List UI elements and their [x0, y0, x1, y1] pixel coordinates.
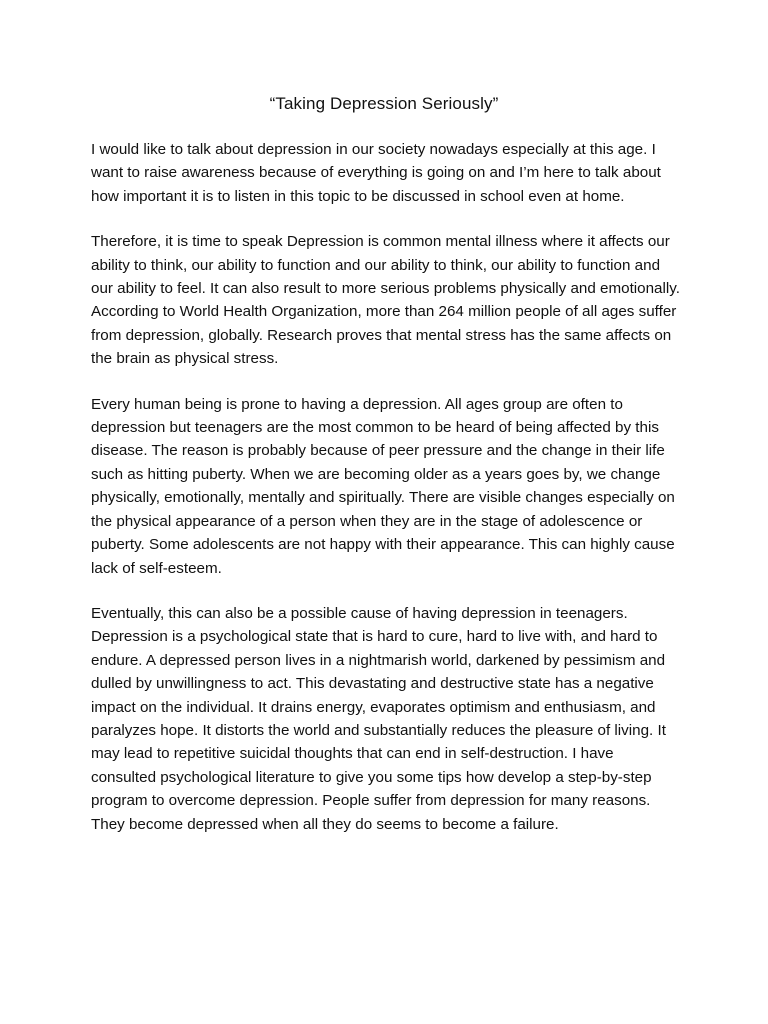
paragraph-2: Therefore, it is time to speak Depression is common mental illness where it affects our ability to think, our ability to function and our ability to think, our ability to function and our ability to feel. It can also result to more serious problems physically and emotionally. According to World Health Organization, more than 264 million people of all ages suffer from depression, globally. Research proves that mental stress has the same affects on the brain as physical stress. [91, 233, 680, 368]
document-body [91, 138, 681, 858]
paragraph-1: I would like to talk about depression in our society nowadays especially at this age. I want to raise awareness because of everything is going on and I’m here to talk about how important it is to listen in this topic to be discussed in school even at home. [91, 141, 661, 205]
paragraph-3: Every human being is prone to having a depression. All ages group are often to depression but teenagers are the most common to be heard of being affected by this disease. The reason is probably because of peer pressure and the change in their life such as hitting puberty. When we are becoming older as a years goes by, we change physically, emotionally, mentally and spiritually. There are visible changes especially on the physical appearance of a person when they are in the stage of adolescence or puberty. Some adolescents are not happy with their appearance. This can highly cause lack of self-esteem. [91, 395, 675, 577]
document-title: “Taking Depression Seriously” [269, 94, 499, 113]
paragraph-4: Eventually, this can also be a possible cause of having depression in teenagers. Depression is a psychological state that is hard to cure, hard to live with, and hard to endure. A depressed person lives in a nightmarish world, darkened by pessimism and dulled by unwillingness to act. This devastating and destructive state has a negative impact on the individual. It drains energy, evaporates optimism and enthusiasm, and paralyzes hope. It distorts the world and substantially reduces the pleasure of living. It may lead to repetitive suicidal thoughts that can end in self-destruction. I have consulted psychological literature to give you some tips how develop a step-by-step program to overcome depression. People suffer from depression for many reasons. They become depressed when all they do seems to become a failure. [91, 604, 666, 833]
